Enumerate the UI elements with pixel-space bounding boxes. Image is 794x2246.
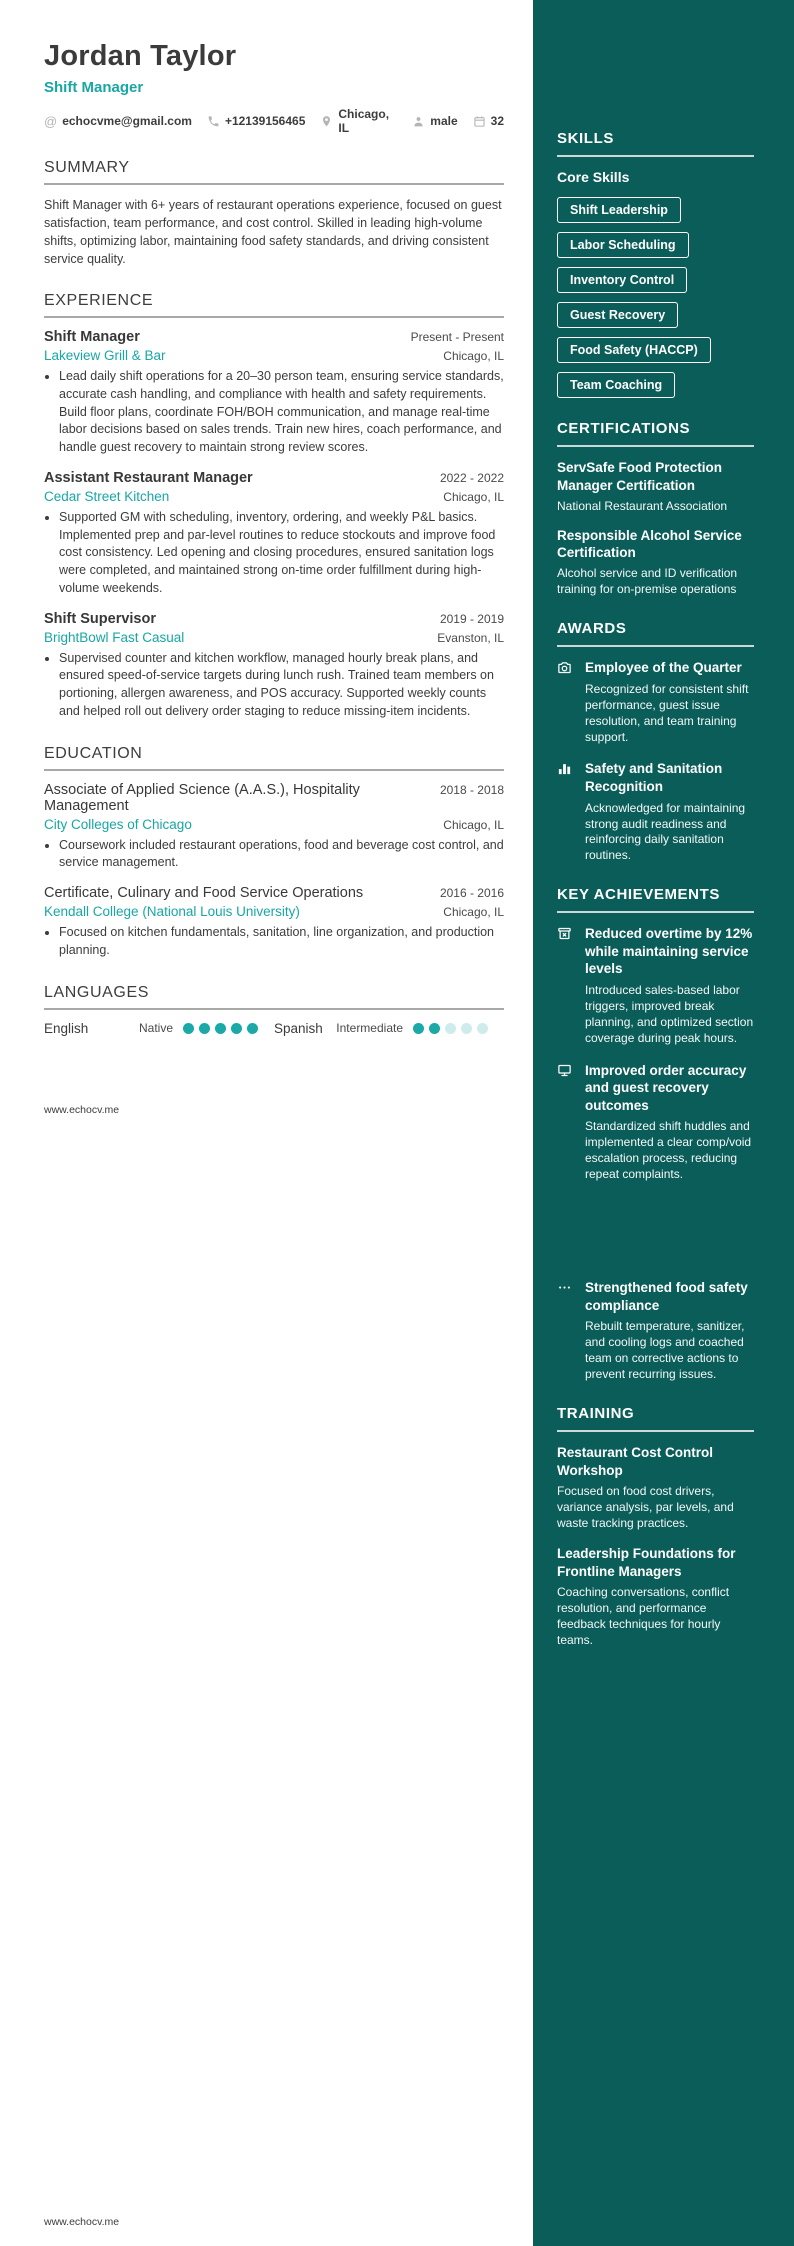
skills-pill-list bbox=[557, 197, 754, 398]
candidate-title: Shift Manager bbox=[44, 79, 144, 96]
education-bullet: • Coursework included restaurant operations, food and beverage cost control, and service management. bbox=[59, 837, 504, 873]
achievement-title: Improved order accuracy and guest recovery outcomes bbox=[585, 1062, 747, 1113]
education-list bbox=[44, 782, 504, 960]
camera-icon bbox=[557, 659, 574, 745]
training-heading: TRAINING bbox=[557, 1405, 754, 1432]
job-location: Evanston, IL bbox=[437, 630, 504, 645]
language-list bbox=[44, 1021, 504, 1036]
company-link[interactable]: Cedar Street Kitchen bbox=[44, 488, 170, 504]
training-entry bbox=[557, 1545, 754, 1649]
key-achievements-heading: KEY ACHIEVEMENTS bbox=[557, 886, 754, 913]
training-entry bbox=[557, 1444, 754, 1532]
age-value: 32 bbox=[490, 114, 504, 128]
job-title: Assistant Restaurant Manager bbox=[44, 469, 253, 486]
school-link[interactable]: City Colleges of Chicago bbox=[44, 816, 192, 832]
education-entry bbox=[44, 782, 504, 873]
award-list bbox=[557, 659, 754, 864]
degree-title: Associate of Applied Science (A.A.S.), Hospitality Management bbox=[44, 781, 360, 814]
language-level-dots bbox=[183, 1023, 258, 1034]
person-icon bbox=[412, 115, 425, 128]
certifications-heading: CERTIFICATIONS bbox=[557, 420, 754, 447]
location-value: Chicago, IL bbox=[338, 107, 390, 135]
level-dot bbox=[247, 1023, 258, 1034]
contact-row bbox=[44, 107, 504, 135]
skill-pill: Inventory Control bbox=[557, 267, 687, 293]
level-dot bbox=[231, 1023, 242, 1034]
certification-title: ServSafe Food Protection Manager Certification bbox=[557, 460, 723, 493]
achievement-title: Strengthened food safety compliance bbox=[585, 1280, 748, 1313]
degree-title: Certificate, Culinary and Food Service Operations bbox=[44, 885, 364, 901]
training-description: Focused on food cost drivers, variance analysis, par levels, and waste tracking practices. bbox=[557, 1484, 734, 1531]
achievement-entry bbox=[557, 925, 754, 1046]
level-dot bbox=[199, 1023, 210, 1034]
company-link[interactable]: Lakeview Grill & Bar bbox=[44, 348, 166, 363]
certification-entry bbox=[557, 527, 754, 599]
skill-pill: Team Coaching bbox=[557, 372, 675, 398]
language-level: Intermediate bbox=[336, 1021, 403, 1035]
at-icon: @ bbox=[44, 113, 58, 129]
candidate-name: Jordan Taylor bbox=[44, 40, 237, 72]
experience-heading: EXPERIENCE bbox=[44, 292, 504, 318]
job-bullet: • Lead daily shift operations for a 20–30 person team, ensuring service standards, accurate cash handling, and compliance with health and safety requirements. Build floor plans, coordinate FOH/BOH communication, and manage real-time labor decisions based on sales trends. Train new hires, coach performance, and handle guest recovery to maintain strong review scores. bbox=[59, 368, 504, 457]
job-dates: 2022 - 2022 bbox=[439, 470, 504, 485]
job-dates: 2019 - 2019 bbox=[439, 611, 504, 626]
certification-subtitle: Alcohol service and ID verification training for on-premise operations bbox=[557, 566, 738, 597]
awards-heading: AWARDS bbox=[557, 620, 754, 647]
job-bullet: • Supervised counter and kitchen workflow, managed hourly break plans, and ensured speed-of-service targets during lunch rush. Trained team members on portioning, allergen awareness, and POS accuracy. Supported weekly counts and helped roll out delivery order staging to reduce missing-item incidents. bbox=[59, 650, 504, 721]
job-location: Chicago, IL bbox=[443, 349, 504, 363]
main-column bbox=[0, 0, 533, 1036]
job-dates: Present - Present bbox=[410, 330, 504, 344]
summary-heading: SUMMARY bbox=[44, 159, 504, 185]
monitor-icon bbox=[557, 1062, 574, 1183]
archive-box-icon bbox=[557, 925, 574, 1046]
pin-icon bbox=[320, 115, 333, 128]
education-dates: 2016 - 2016 bbox=[439, 886, 504, 900]
language-level: Native bbox=[138, 1021, 173, 1035]
experience-entry bbox=[44, 470, 504, 598]
achievement-description: Rebuilt temperature, sanitizer, and cooling logs and coached team on corrective actions to prevent recurring issues. bbox=[585, 1319, 745, 1382]
email-item[interactable] bbox=[44, 114, 192, 129]
education-bullet: • Focused on kitchen fundamentals, sanitation, line organization, and production planning. bbox=[59, 924, 504, 960]
job-title: Shift Manager bbox=[44, 329, 140, 345]
level-dot bbox=[461, 1023, 472, 1034]
phone-item[interactable] bbox=[207, 114, 305, 128]
languages-heading: LANGUAGES bbox=[44, 984, 504, 1010]
sidebar bbox=[533, 0, 794, 2246]
job-location: Chicago, IL bbox=[443, 489, 504, 504]
footer-url[interactable]: www.echocv.me bbox=[44, 1104, 120, 1116]
skill-pill: Shift Leadership bbox=[557, 197, 681, 223]
company-link[interactable]: BrightBowl Fast Casual bbox=[44, 629, 185, 645]
language-name: English bbox=[44, 1020, 89, 1036]
school-link[interactable]: Kendall College (National Louis University) bbox=[44, 904, 300, 919]
level-dot bbox=[183, 1023, 194, 1034]
gender-item bbox=[412, 114, 457, 128]
achievement-description: Standardized shift huddles and implemented a clear comp/void escalation process, reducing repeat complaints. bbox=[585, 1119, 752, 1182]
language-item bbox=[44, 1021, 274, 1036]
achievement-entry bbox=[557, 1062, 754, 1183]
calendar-icon bbox=[473, 115, 486, 128]
training-description: Coaching conversations, conflict resolution, and performance feedback techniques for hourly teams. bbox=[557, 1585, 730, 1648]
certification-entry bbox=[557, 459, 754, 515]
certification-title: Responsible Alcohol Service Certification bbox=[557, 527, 742, 561]
achievement-description: Introduced sales-based labor triggers, improved break planning, and optimized section coverage during peak hours. bbox=[585, 983, 754, 1045]
award-description: Recognized for consistent shift performance, guest issue resolution, and team training support. bbox=[585, 681, 749, 744]
award-entry bbox=[557, 760, 754, 864]
footer-url[interactable]: www.echocv.me bbox=[44, 2216, 120, 2228]
education-entry bbox=[44, 885, 504, 960]
job-bullet: • Supported GM with scheduling, inventory, ordering, and weekly P&L basics. Implemented prep and par-level routines to reduce stockouts and improve food cost consistency. Led opening and closing procedures, ensured sanitation logs were completed, and maintained strong on-time order fulfillment during high-volume weekends. bbox=[59, 509, 504, 598]
education-location: Chicago, IL bbox=[443, 817, 504, 832]
level-dot bbox=[215, 1023, 226, 1034]
bar-chart-icon bbox=[557, 760, 574, 864]
level-dot bbox=[477, 1023, 488, 1034]
skill-pill: Labor Scheduling bbox=[557, 232, 689, 258]
phone-icon bbox=[207, 115, 220, 128]
skills-group-label: Core Skills bbox=[557, 169, 630, 185]
achievement-title: Reduced overtime by 12% while maintaining service levels bbox=[585, 926, 753, 977]
job-title: Shift Supervisor bbox=[44, 610, 156, 627]
age-item bbox=[473, 114, 504, 128]
level-dot bbox=[445, 1023, 456, 1034]
education-heading: EDUCATION bbox=[44, 745, 504, 771]
training-title: Restaurant Cost Control Workshop bbox=[557, 1445, 714, 1478]
award-title: Employee of the Quarter bbox=[585, 660, 742, 676]
achievement-entry bbox=[557, 1279, 754, 1383]
ellipsis-icon bbox=[557, 1279, 574, 1383]
summary-text: Shift Manager with 6+ years of restaurant operations experience, focused on guest satisfaction, team performance, and cost control. Skilled in leading high-volume shifts, optimizing labor, maintaining food safety standards, and driving consistent service quality. bbox=[44, 198, 502, 266]
education-dates: 2018 - 2018 bbox=[439, 782, 504, 797]
language-level-dots bbox=[413, 1023, 488, 1034]
location-item bbox=[320, 107, 397, 135]
experience-list bbox=[44, 329, 504, 721]
level-dot bbox=[429, 1023, 440, 1034]
training-title: Leadership Foundations for Frontline Managers bbox=[557, 1546, 736, 1579]
training-list bbox=[557, 1444, 754, 1649]
experience-entry bbox=[44, 329, 504, 457]
certification-subtitle: National Restaurant Association bbox=[557, 498, 728, 513]
award-title: Safety and Sanitation Recognition bbox=[585, 761, 723, 795]
skills-heading: SKILLS bbox=[557, 130, 754, 157]
language-name: Spanish bbox=[274, 1020, 323, 1036]
experience-entry bbox=[44, 611, 504, 721]
language-item bbox=[274, 1021, 504, 1036]
gender-value: male bbox=[430, 114, 458, 128]
skill-pill: Food Safety (HACCP) bbox=[557, 337, 711, 363]
phone-value: +12139156465 bbox=[224, 114, 306, 128]
level-dot bbox=[413, 1023, 424, 1034]
award-entry bbox=[557, 659, 754, 745]
skill-pill: Guest Recovery bbox=[557, 302, 678, 328]
certification-list bbox=[557, 459, 754, 598]
education-location: Chicago, IL bbox=[443, 905, 504, 919]
achievement-list bbox=[557, 925, 754, 1383]
award-description: Acknowledged for maintaining strong audit readiness and reinforcing daily sanitation routines. bbox=[585, 800, 746, 863]
email-value: echocvme@gmail.com bbox=[62, 114, 192, 128]
